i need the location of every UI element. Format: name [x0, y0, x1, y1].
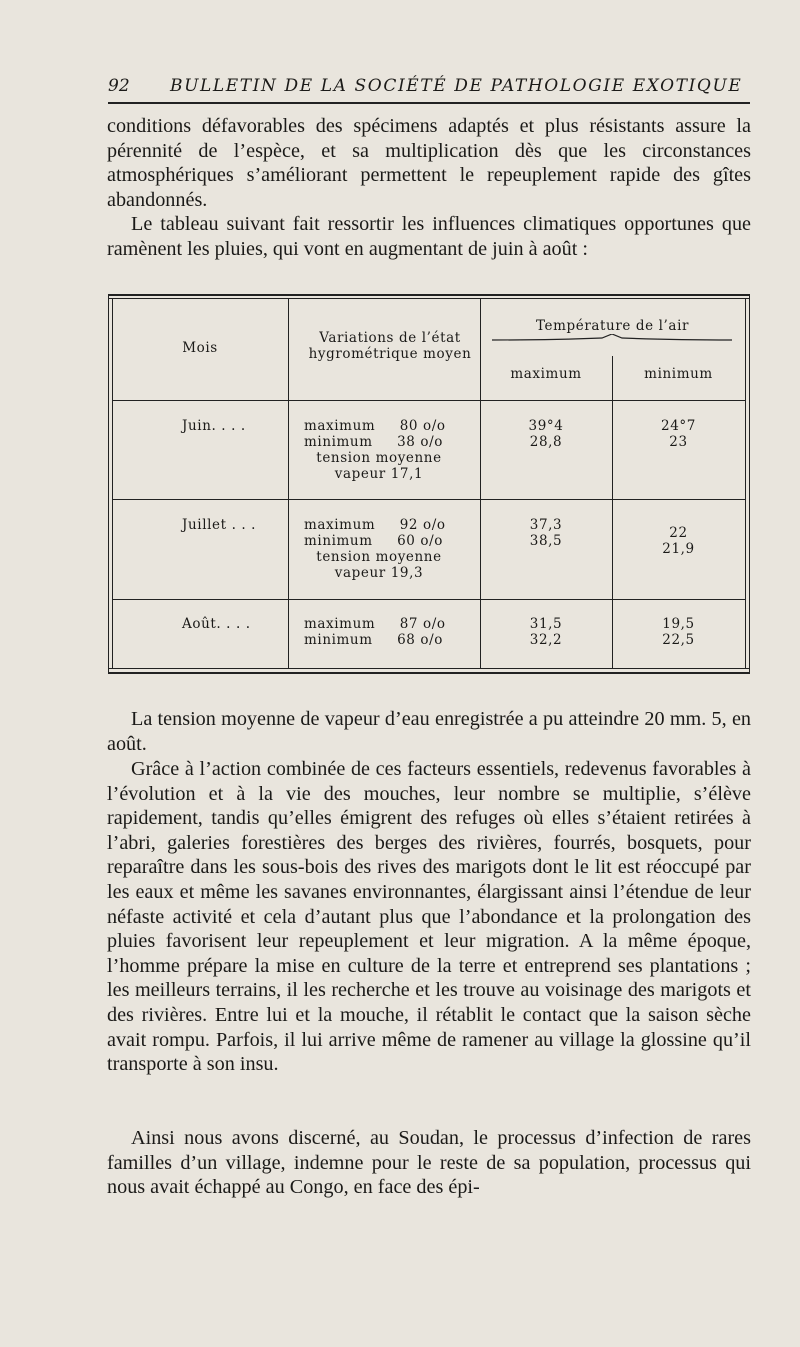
table-top-rule-inner — [108, 298, 750, 299]
row-juin-hygro — [304, 418, 480, 482]
header-separator — [112, 400, 746, 401]
row-separator-2 — [112, 599, 746, 600]
row-aout-hygro-max: maximum 87 o/o — [304, 616, 446, 632]
row-aout-tmin — [612, 616, 745, 648]
table-left-border — [108, 294, 109, 674]
row-juillet-tension-label: tension moyenne — [316, 549, 442, 565]
row-juillet-tmin-1: 22 — [669, 525, 688, 541]
row-juillet-month: Juillet . . . — [182, 517, 257, 533]
row-juin-vapeur: vapeur 17,1 — [334, 466, 424, 482]
col-sep-1 — [288, 298, 289, 669]
header-month: Mois — [182, 340, 218, 356]
paragraph-2: Le tableau suivant fait ressortir les influences climatiques opportunes que ramènent les pluies, qui vont en augmentant de juin à août : — [107, 213, 751, 260]
row-separator-1 — [112, 499, 746, 500]
row-aout-tmax-2: 32,2 — [529, 632, 563, 648]
row-juillet-hygro-max: maximum 92 o/o — [304, 517, 446, 533]
header-rule — [108, 102, 750, 104]
table-top-rule — [108, 294, 750, 296]
row-juillet-hygro-min: minimum 60 o/o — [304, 533, 443, 549]
row-juillet-vapeur: vapeur 19,3 — [334, 565, 424, 581]
row-juin-tension-label: tension moyenne — [316, 450, 442, 466]
row-juillet-tmin-2: 21,9 — [662, 541, 695, 557]
running-header — [108, 76, 750, 102]
row-juin-tmin-2: 23 — [669, 434, 688, 450]
row-juillet-tmax-1: 37,3 — [529, 517, 563, 533]
row-aout-tmin-2: 22,5 — [662, 632, 695, 648]
row-aout-hygro — [304, 616, 480, 648]
row-aout-tmin-1: 19,5 — [662, 616, 695, 632]
paragraph-4: Grâce à l’action combinée de ces facteurs essentiels, redevenus favorables à l’évolution et à la vie des mouches, leur nombre se multiplie, s’élève rapidement, tandis qu’elles émigrent des refuges où elles s’étaient retirées à l’abri, galeries forestières des berges des rivières, fourrés, bosquets, pour reparaître dans les sous-bois des rives des marigots dont le lit est réoccupé par les eaux et même les savanes environnantes, élargissant ainsi l’étendue de leur néfaste activité et cela d’autant plus que l’abondance et la prolongation des pluies favorisent leur repeuplement et leur migration. A la même époque, l’homme prépare la mise en culture de la terre et entreprend ses plantations ; les meilleurs terrains, il les recherche et les trouve au voisinage des marigots et des rivières. Entre lui et la mouche, il rétablit le contact que la saison sèche avait rompu. Parfois, il lui arrive même de ramener au village la glossine qu’il transporte à son insu. — [107, 758, 751, 1076]
row-juillet-tmax-2: 38,5 — [529, 533, 563, 549]
paragraph-1: conditions défavorables des spécimens adaptés et plus résistants assure la pérennité de l’espèce, et sa multiplication dès que les circonstances atmosphériques s’améliorant permettent le repeuplement rapide des gîtes abandonnés. — [107, 115, 751, 211]
row-juin-tmax-2: 28,8 — [529, 434, 563, 450]
row-aout-month: Août. . . . — [182, 616, 251, 632]
row-juillet-tmin — [612, 525, 745, 557]
page-number: 92 — [108, 76, 130, 96]
row-juin-tmax — [480, 418, 612, 450]
header-hygro: Variations de l’état hygrométrique moyen — [308, 330, 472, 362]
row-aout-tmax-1: 31,5 — [529, 616, 563, 632]
paragraph-3: La tension moyenne de vapeur d’eau enregistrée a pu atteindre 20 mm. 5, en août. — [107, 708, 751, 755]
journal-title: BULLETIN DE LA SOCIÉTÉ DE PATHOLOGIE EXOTIQUE — [170, 76, 743, 96]
row-aout-tmax — [480, 616, 612, 648]
table-bottom-rule — [108, 672, 750, 674]
table-right-border — [749, 294, 750, 674]
table-bottom-rule-inner — [108, 668, 750, 669]
paragraph-5: Ainsi nous avons discerné, au Soudan, le processus d’infection de rares familles d’un village, indemne pour le reste de sa population, processus qui nous avait échappé au Congo, en face des épi- — [107, 1127, 751, 1199]
header-temp-max: maximum — [510, 366, 582, 382]
row-juin-tmax-1: 39°4 — [528, 418, 564, 434]
row-juillet-hygro — [304, 517, 480, 581]
header-temperature: Température de l’air — [535, 318, 690, 334]
row-juin-hygro-max: maximum 80 o/o — [304, 418, 446, 434]
temperature-brace — [492, 334, 732, 342]
climate-table — [108, 294, 750, 678]
row-juin-tmin-1: 24°7 — [661, 418, 696, 434]
col-sep-2 — [480, 298, 481, 669]
row-aout-hygro-min: minimum 68 o/o — [304, 632, 443, 648]
row-juin-hygro-min: minimum 38 o/o — [304, 434, 443, 450]
header-temp-min: minimum — [644, 366, 713, 382]
row-juillet-tmax — [480, 517, 612, 549]
table-right-border-inner — [745, 298, 746, 669]
row-juin-tmin — [612, 418, 745, 450]
row-juin-month: Juin. . . . — [182, 418, 246, 434]
